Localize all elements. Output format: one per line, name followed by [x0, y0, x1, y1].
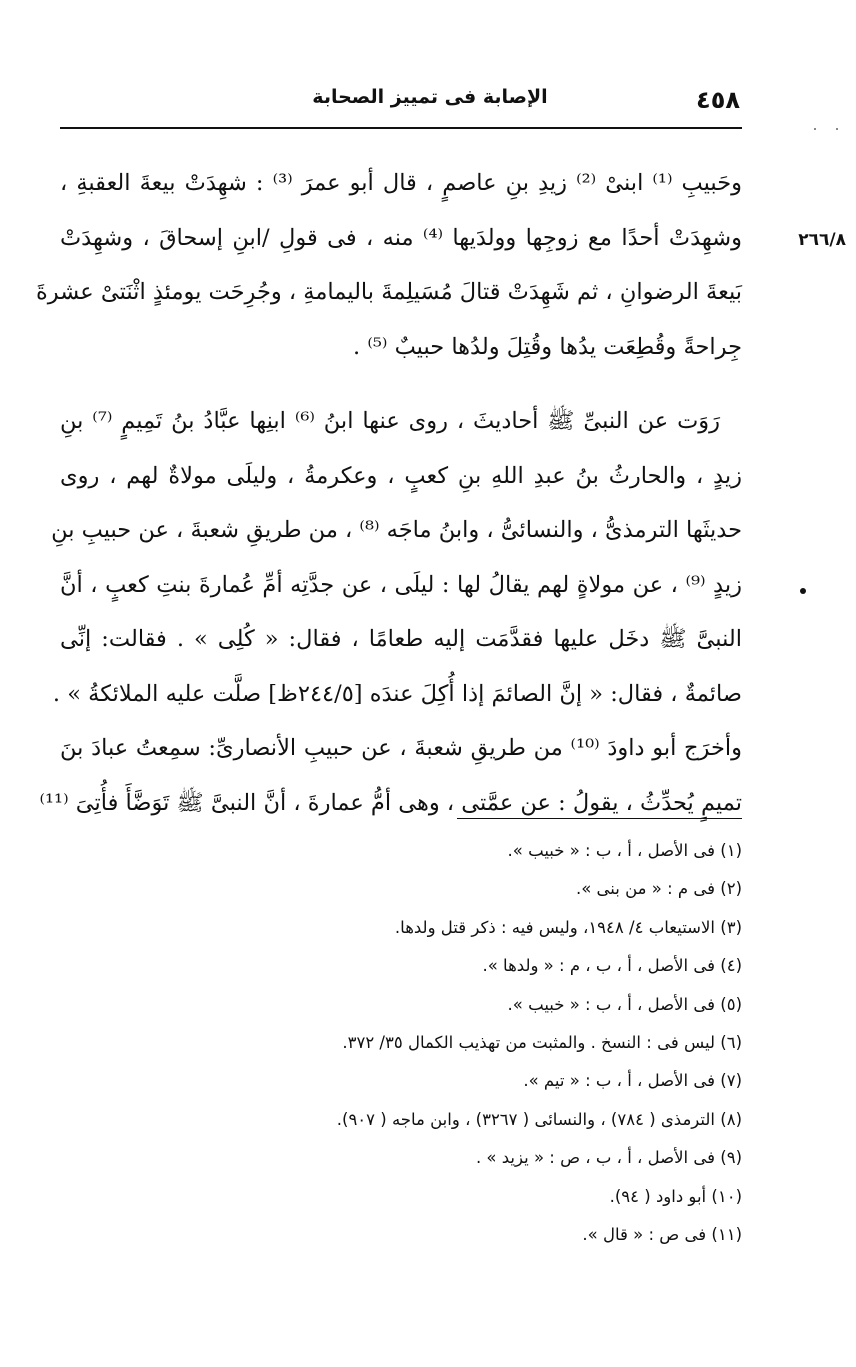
footnote: (٩) فى الأصل ، أ ، ب ، ص : « يزيد » .	[475, 1148, 742, 1168]
text-line: وأخرَج أبو داودَ ⁽¹⁰⁾ من طريقِ شعبةَ ، عن حبيبِ الأنصارىِّ: سمِعتُ عبادَ بنَ	[60, 735, 742, 761]
footnote: (٤) فى الأصل ، أ ، ب ، م : « ولدها ».	[482, 956, 742, 976]
footnote: (١) فى الأصل ، أ ، ب : « خبيب ».	[507, 841, 742, 860]
book-title: الإصابة فى تمييز الصحابة	[312, 86, 548, 108]
footnote: (٢) فى م : « من بنى ».	[575, 879, 742, 899]
text-line: زيدٍ ، والحارثُ بنُ عبدِ اللهِ بنِ كعبٍ ، وعكرمةُ ، وليلَى مولاةٌ لهم ، روى	[60, 462, 742, 489]
footnote: (٨) الترمذى ( ٧٨٤) ، والنسائى ( ٣٢٦٧) ، وابن ماجه ( ٩٠٧).	[336, 1109, 742, 1129]
paragraph-2	[39, 394, 742, 830]
footnotes	[200, 832, 742, 1254]
footnote: (٧) فى الأصل ، أ ، ب : « تيم ».	[523, 1071, 742, 1091]
text-line: صائمةٌ ، فقال: « إنَّ الصائمَ إذا أُكِلَ عندَه [٢٤٤/٥ظ] صلَّت عليه الملائكةُ » .	[52, 680, 742, 707]
footnote: (٦) ليس فى : النسخ . والمثبت من تهذيب الكمال ٣٥/ ٣٧٢.	[342, 1032, 742, 1052]
text-line: جِراحةً وقُطِعَت يدُها وقُتِلَ ولدُها حبيبٌ ⁽⁵⁾ .	[353, 333, 742, 360]
text-line: تميمٍ يُحدِّثُ ، يقولُ : عن عمَّتى ، وهى أمُّ عمارةَ ، أنَّ النبىَّ ﷺ تَوَضَّأَ فأُتِىَ ⁽¹¹⁾	[39, 789, 742, 816]
footnote: (١١) فى ص : « قال ».	[582, 1224, 742, 1244]
header-rule	[60, 127, 742, 129]
scan-speck	[836, 128, 838, 130]
footnote-separator	[457, 818, 742, 819]
text-line: حديثَها الترمذىُّ ، والنسائىُّ ، وابنُ ماجَه ⁽⁸⁾ ، من طريقِ شعبةَ ، عن حبيبِ بنِ	[51, 517, 742, 543]
footnote: (١٠) أبو داود ( ٩٤).	[609, 1186, 742, 1206]
page-number: ٤٥٨	[696, 86, 740, 114]
footnote: (٥) فى الأصل ، أ ، ب : « خبيب ».	[507, 994, 742, 1014]
paragraph-1	[36, 156, 742, 374]
scan-speck	[814, 128, 816, 130]
margin-volume-page-reference: ٢٦٦/٨	[798, 230, 846, 250]
running-head	[60, 86, 740, 118]
text-line: وشهِدَتْ أحدًا مع زوجِها وولدَيها ⁽⁴⁾ منه ، فى قولِ /ابنِ إسحاقَ ، وشهِدَتْ	[60, 224, 742, 251]
text-line: النبىَّ ﷺ دخَل عليها فقدَّمَت إليه طعامًا ، فقال: « كُلِى » . فقالت: إنِّى	[60, 626, 742, 652]
footnote: (٣) الاستيعاب ٤/ ١٩٤٨، وليس فيه : ذكر قتل ولدها.	[394, 917, 742, 937]
margin-dot-mark	[800, 588, 806, 594]
text-line: وحَبيبِ ⁽¹⁾ ابنىْ ⁽²⁾ زيدِ بنِ عاصمٍ ، قال أبو عمرَ ⁽³⁾ : شهِدَتْ بيعةَ العقبةِ ،	[60, 170, 742, 196]
text-line: بَيعةَ الرضوانِ ، ثم شَهِدَتْ قتالَ مُسَيلِمةَ باليمامةِ ، وجُرِحَت يومئذٍ اثْنَتىْ عشرةَ	[36, 279, 742, 305]
main-text	[36, 156, 742, 830]
text-line: رَوَت عن النبىِّ ﷺ أحاديثَ ، روى عنها ابنُ ⁽⁶⁾ ابنِها عبَّادُ بنُ تَمِيمٍ ⁽⁷⁾ بنِ	[60, 408, 721, 434]
text-line: زيدٍ ⁽⁹⁾ ، عن مولاةٍ لهم يقالُ لها : ليلَى ، عن جدَّتِه أمِّ عُمارةَ بنتِ كعبٍ ، أنَّ	[60, 571, 742, 598]
